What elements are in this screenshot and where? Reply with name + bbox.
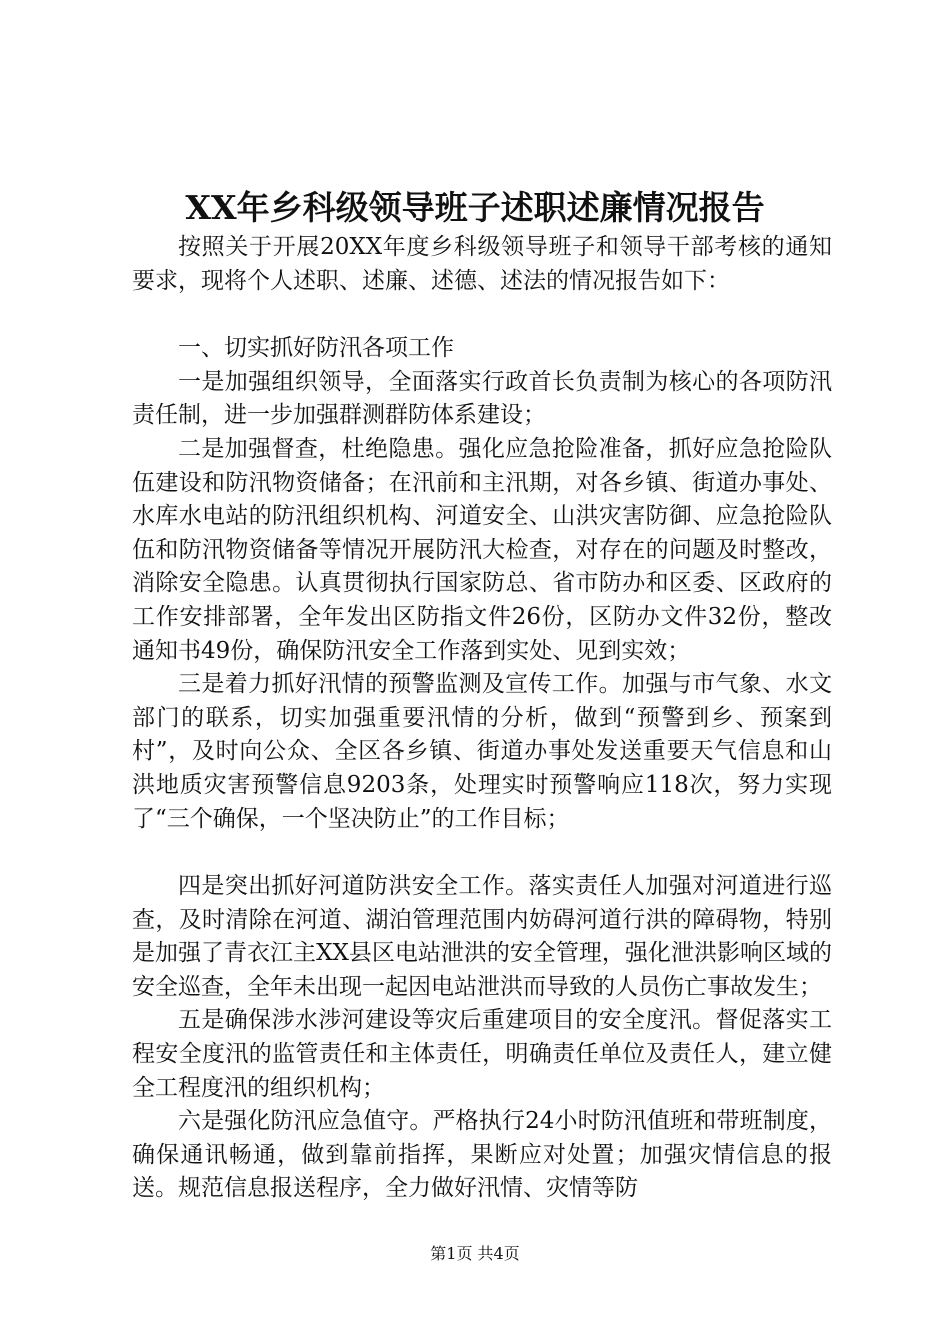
paragraph-item-4: 四是突出抓好河道防洪安全工作。落实责任人加强对河道进行巡查，及时清除在河道、湖泊管理范围内妨碍河道行洪的障碍物，特别是加强了青衣江主XX县区电站泄洪的安全管理，强化泄洪影响区域的安全巡查，全年未出现一起因电站泄洪而导致的人员伤亡事故发生； <box>132 873 832 1000</box>
paragraph-intro: 按照关于开展20XX年度乡科级领导班子和领导干部考核的通知要求，现将个人述职、述廉、述德、述法的情况报告如下： <box>132 234 832 294</box>
paragraph-item-1: 一是加强组织领导，全面落实行政首长负责制为核心的各项防汛责任制，进一步加强群测群防体系建设； <box>132 368 832 429</box>
paragraph-item-6: 六是强化防汛应急值守。严格执行24小时防汛值班和带班制度，确保通讯畅通，做到靠前指挥，果断应对处置；加强灾情信息的报送。规范信息报送程序，全力做好汛情、灾情等防 <box>132 1108 832 1202</box>
paragraph-item-5: 五是确保涉水涉河建设等灾后重建项目的安全度汛。督促落实工程安全度汛的监管责任和主体责任，明确责任单位及责任人，建立健全工程度汛的组织机构； <box>132 1007 832 1101</box>
paragraph-item-2: 二是加强督查，杜绝隐患。强化应急抢险准备，抓好应急抢险队伍建设和防汛物资储备；在汛前和主汛期，对各乡镇、街道办事处、水库水电站的防汛组织机构、河道安全、山洪灾害防御、应急抢险队伍和防汛物资储备等情况开展防汛大检查，对存在的问题及时整改，消除安全隐患。认真贯彻执行国家防总、省市防办和区委、区政府的工作安排部署，全年发出区防指文件26份，区防办文件32份，整改通知书49份，确保防汛安全工作落到实处、见到实效； <box>132 435 832 664</box>
page-number-footer: 第1页 共4页 <box>430 1244 520 1263</box>
paragraph-item-3: 三是着力抓好汛情的预警监测及宣传工作。加强与市气象、水文部门的联系，切实加强重要汛情的分析，做到“预警到乡、预案到村”，及时向公众、全区各乡镇、街道办事处发送重要天气信息和山洪地质灾害预警信息9203条，处理实时预警响应118次，努力实现了“三个确保，一个坚决防止”的工作目标； <box>132 671 832 832</box>
document-body <box>132 231 832 1206</box>
section-heading: 一、切实抓好防汛各项工作 <box>178 335 454 362</box>
document-title: XX年乡科级领导班子述职述廉情况报告 <box>185 188 765 227</box>
